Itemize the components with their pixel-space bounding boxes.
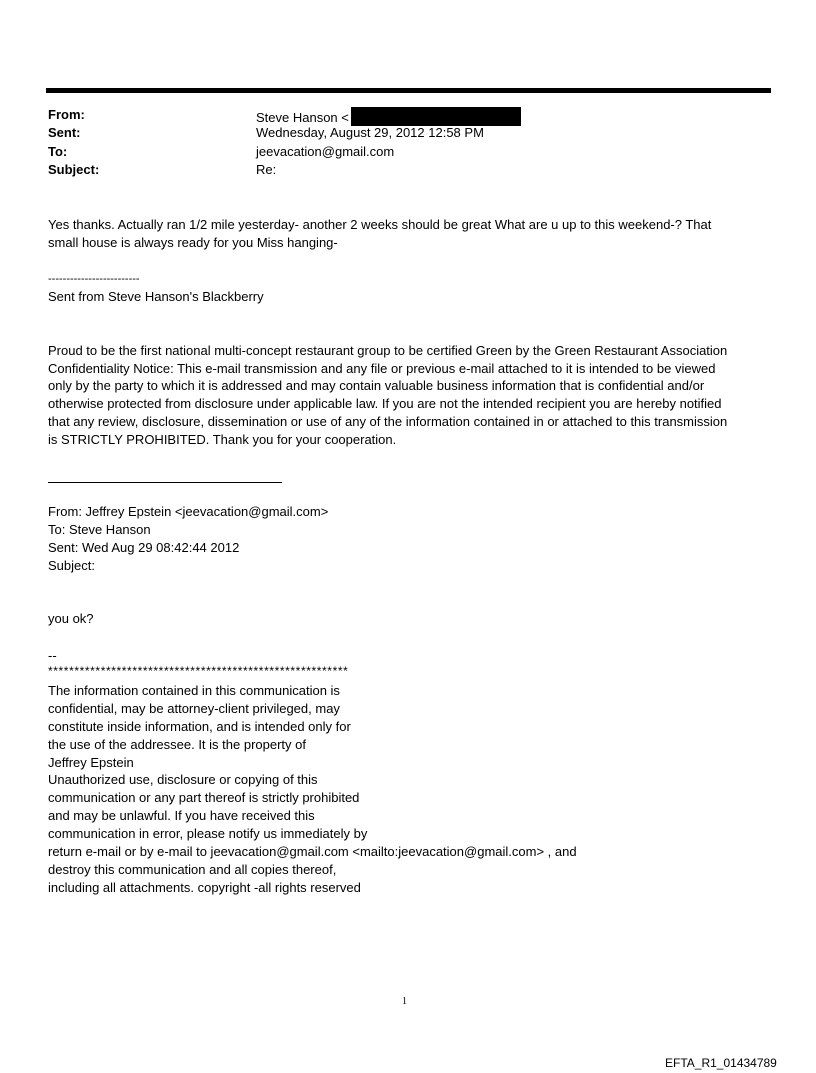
notice-line: is STRICTLY PROHIBITED. Thank you for your cooperation. [48,432,397,447]
notice-line: Confidentiality Notice: This e-mail transmission and any file or previous e-mail attached to it is intended to be viewed [48,361,716,376]
disclaimer-line: constitute inside information, and is intended only for [48,719,351,734]
notice-line: only by the party to which it is addressed and may contain valuable business information that is confidential and/or [48,378,705,393]
disclaimer-line: communication or any part thereof is strictly prohibited [48,790,360,805]
asterisk-line: ********************************************************* [48,664,349,678]
from-sender: Steve Hanson < [256,110,349,125]
notice-line: otherwise protected from disclosure under applicable law. If you are not the intended recipient you are hereby notified [48,396,722,411]
subject-label: Subject: [48,162,100,177]
document-id: EFTA_R1_01434789 [665,1056,777,1070]
body-line-2: small house is always ready for you Miss hanging- [48,235,338,250]
redaction-box [351,107,521,126]
disclaimer-line: and may be unlawful. If you have received this [48,808,315,823]
signature-separator: -- [48,648,57,663]
disclaimer-line: Jeffrey Epstein [48,755,134,770]
quoted-to: To: Steve Hanson [48,522,151,537]
subject-value: Re: [256,162,277,177]
page-number: 1 [402,996,407,1007]
notice-line: Proud to be the first national multi-concept restaurant group to be certified Green by the Green Restaurant Association [48,343,728,358]
disclaimer-line: the use of the addressee. It is the property of [48,737,306,752]
from-label: From: [48,107,85,122]
from-value [256,107,521,126]
to-label: To: [48,144,68,159]
quoted-sent: Sent: Wed Aug 29 08:42:44 2012 [48,540,240,555]
disclaimer-line: return e-mail or by e-mail to jeevacation@gmail.com <mailto:jeevacation@gmail.com> , and [48,844,577,859]
body-line-1: Yes thanks. Actually ran 1/2 mile yesterday- another 2 weeks should be great What are u up to this weekend-? That [48,217,712,232]
disclaimer-line: destroy this communication and all copies thereof, [48,862,337,877]
disclaimer-line: The information contained in this communication is [48,683,340,698]
quoted-from: From: Jeffrey Epstein <jeevacation@gmail.com> [48,504,329,519]
quoted-subject: Subject: [48,558,95,573]
disclaimer-line: communication in error, please notify us immediately by [48,826,368,841]
disclaimer-line: including all attachments. copyright -all rights reserved [48,880,361,895]
notice-line: that any review, disclosure, dissemination or use of any of the information contained in or attached to this transmission [48,414,728,429]
disclaimer-line: confidential, may be attorney-client privileged, may [48,701,340,716]
signature-dashes: ------------------------- [48,273,140,285]
sent-from-line: Sent from Steve Hanson's Blackberry [48,289,264,304]
header-top-rule [46,88,771,93]
to-value: jeevacation@gmail.com [256,144,395,159]
sent-label: Sent: [48,125,81,140]
quoted-separator-line [48,482,282,483]
sent-value: Wednesday, August 29, 2012 12:58 PM [256,125,484,140]
disclaimer-line: Unauthorized use, disclosure or copying of this [48,772,318,787]
quoted-message: you ok? [48,611,94,626]
